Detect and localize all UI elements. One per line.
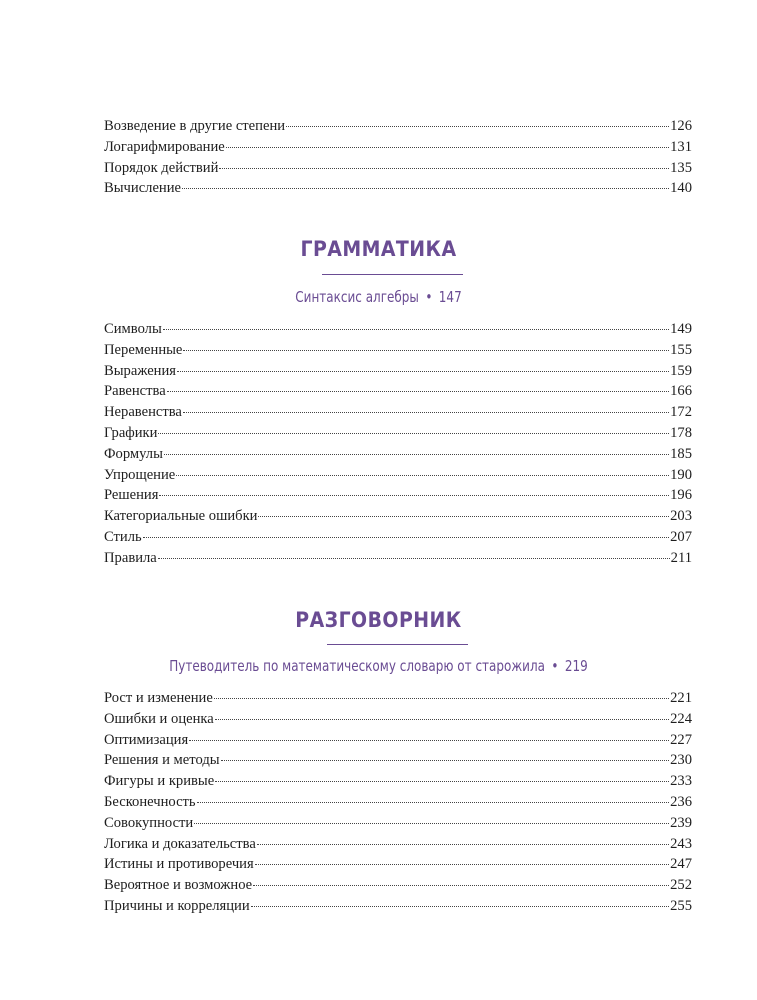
toc-entry[interactable]	[104, 137, 692, 158]
toc-entry-title: Вычисление	[104, 180, 182, 197]
toc-entry[interactable]	[104, 709, 692, 730]
dot-leader	[183, 350, 669, 351]
toc-entry-page-number: 155	[670, 341, 692, 358]
dot-leader	[163, 329, 669, 330]
toc-entry-title: Вероятное и возможное	[104, 877, 253, 894]
toc-entry-page-number: 190	[670, 466, 692, 483]
dot-leader	[177, 371, 669, 372]
dot-leader	[158, 558, 670, 559]
toc-entry-page-number: 172	[670, 404, 692, 421]
dot-leader	[255, 864, 669, 865]
dot-leader	[197, 802, 670, 803]
section-heading-phrasebook: РАЗГОВОРНИК	[295, 608, 462, 632]
toc-entry-page-number: 178	[670, 424, 692, 441]
toc-entry-title: Правила	[104, 549, 157, 566]
dot-leader	[215, 781, 669, 782]
toc-entry-page-number: 243	[670, 835, 692, 852]
dot-leader	[226, 147, 669, 148]
toc-entry-page-number: 233	[670, 773, 692, 790]
toc-entry-title: Упрощение	[104, 466, 176, 483]
toc-entry-title: Оптимизация	[104, 731, 189, 748]
dot-leader	[253, 885, 669, 886]
toc-entry[interactable]	[104, 730, 692, 751]
subtitle-page-number: 147	[438, 288, 462, 306]
toc-entry-page-number: 230	[670, 752, 692, 769]
toc-entry[interactable]	[104, 158, 692, 179]
subtitle-page-number: 219	[564, 657, 588, 675]
toc-entry-page-number: 227	[670, 731, 692, 748]
section-subtitle-phrasebook	[76, 657, 682, 675]
toc-entry[interactable]	[104, 834, 692, 855]
toc-entry-title: Ошибки и оценка	[104, 710, 214, 727]
dot-leader	[183, 412, 669, 413]
toc-entry-page-number: 203	[670, 508, 692, 525]
toc-entry[interactable]	[104, 444, 692, 465]
toc-entry-page-number: 166	[670, 383, 692, 400]
toc-entry[interactable]	[104, 875, 692, 896]
section-divider-grammar	[322, 274, 463, 275]
dot-leader	[251, 906, 669, 907]
toc-entry-page-number: 221	[670, 690, 692, 706]
toc-entry[interactable]	[104, 813, 692, 834]
dot-leader	[167, 391, 669, 392]
toc-entry[interactable]	[104, 340, 692, 361]
dot-leader	[215, 719, 669, 720]
toc-entry-title: Равенства	[104, 383, 166, 400]
toc-entry-title: Категориальные ошибки	[104, 508, 258, 525]
toc-entry-title: Рост и изменение	[104, 690, 213, 706]
dot-leader	[257, 844, 669, 845]
dot-leader	[164, 454, 669, 455]
toc-entry-title: Причины и корреляции	[104, 897, 250, 914]
toc-entry-title: Символы	[104, 321, 162, 337]
toc-list-grammar	[104, 319, 692, 569]
toc-entry-page-number: 196	[670, 487, 692, 504]
dot-leader	[189, 740, 669, 741]
dot-leader	[159, 495, 669, 496]
toc-entry-page-number: 149	[670, 321, 692, 337]
toc-entry[interactable]	[104, 750, 692, 771]
toc-entry-page-number: 135	[670, 159, 692, 176]
toc-entry[interactable]	[104, 506, 692, 527]
toc-entry-title: Порядок действий	[104, 159, 219, 176]
toc-entry[interactable]	[104, 527, 692, 548]
dot-leader	[182, 188, 669, 189]
subtitle-text: Путеводитель по математическому словарю от старожила	[169, 657, 545, 675]
toc-entry-title: Неравенства	[104, 404, 182, 421]
toc-entry-page-number: 247	[670, 856, 692, 873]
toc-entry[interactable]	[104, 792, 692, 813]
toc-list-top	[104, 116, 692, 199]
toc-entry[interactable]	[104, 465, 692, 486]
dot-leader	[258, 516, 669, 517]
toc-entry-title: Фигуры и кривые	[104, 773, 215, 790]
toc-entry-page-number: 159	[670, 362, 692, 379]
toc-entry-title: Совокупности	[104, 814, 194, 831]
toc-entry[interactable]	[104, 485, 692, 506]
toc-entry-title: Логика и доказательства	[104, 835, 256, 852]
toc-entry-page-number: 255	[670, 897, 692, 914]
dot-leader	[194, 823, 669, 824]
toc-entry[interactable]	[104, 896, 692, 917]
toc-entry[interactable]	[104, 402, 692, 423]
toc-entry-page-number: 131	[670, 138, 692, 155]
toc-entry-title: Графики	[104, 424, 158, 441]
subtitle-text: Синтаксис алгебры	[295, 288, 419, 306]
section-heading-grammar: ГРАММАТИКА	[300, 237, 457, 261]
toc-entry-title: Выражения	[104, 362, 177, 379]
toc-entry-page-number: 211	[670, 549, 692, 566]
toc-entry-title: Стиль	[104, 528, 142, 545]
toc-entry-page-number: 126	[670, 118, 692, 134]
toc-entry[interactable]	[104, 854, 692, 875]
toc-entry-page-number: 236	[670, 793, 692, 810]
toc-list-phrasebook	[104, 688, 692, 917]
toc-entry[interactable]	[104, 319, 692, 340]
toc-entry-title: Формулы	[104, 445, 163, 462]
toc-entry-page-number: 140	[670, 180, 692, 197]
toc-entry[interactable]	[104, 116, 692, 137]
toc-entry[interactable]	[104, 423, 692, 444]
section-subtitle-grammar	[76, 288, 682, 306]
toc-entry-title: Решения	[104, 487, 159, 504]
section-divider-phrasebook	[327, 644, 468, 645]
toc-entry[interactable]	[104, 361, 692, 382]
toc-entry-page-number: 239	[670, 814, 692, 831]
bullet-separator: •	[551, 657, 559, 675]
dot-leader	[214, 698, 669, 699]
toc-entry-title: Переменные	[104, 341, 183, 358]
dot-leader	[176, 475, 669, 476]
dot-leader	[158, 433, 669, 434]
bullet-separator: •	[425, 288, 433, 306]
toc-entry-page-number: 252	[670, 877, 692, 894]
toc-entry-title: Истины и противоречия	[104, 856, 254, 873]
toc-entry-title: Решения и методы	[104, 752, 220, 769]
toc-entry-title: Бесконечность	[104, 793, 196, 810]
toc-entry[interactable]	[104, 178, 692, 199]
toc-entry-title: Логарифмирование	[104, 138, 225, 155]
toc-entry-title: Возведение в другие степени	[104, 118, 286, 134]
toc-entry-page-number: 207	[670, 528, 692, 545]
dot-leader	[286, 126, 669, 127]
toc-entry[interactable]	[104, 771, 692, 792]
toc-entry[interactable]	[104, 548, 692, 569]
toc-entry[interactable]	[104, 381, 692, 402]
toc-entry-page-number: 185	[670, 445, 692, 462]
toc-entry[interactable]	[104, 688, 692, 709]
dot-leader	[219, 168, 669, 169]
dot-leader	[143, 537, 669, 538]
dot-leader	[221, 760, 670, 761]
toc-entry-page-number: 224	[670, 710, 692, 727]
